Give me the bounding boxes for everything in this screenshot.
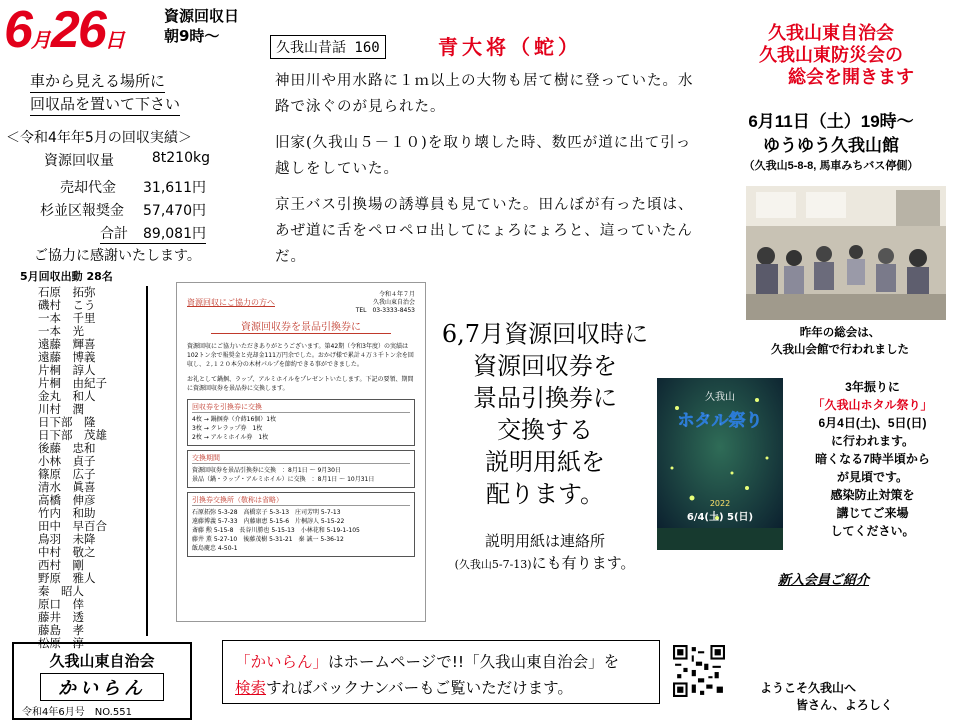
- crew-member: 石原 拓弥: [38, 285, 96, 299]
- kairan-box: [12, 642, 192, 720]
- meeting-photo-caption: 昨年の総会は、 久我山会館で行われました: [771, 325, 909, 356]
- date-day: 26: [50, 1, 105, 59]
- date-month-unit: 月: [30, 30, 51, 52]
- crew-member: 篠原 広子: [38, 467, 96, 481]
- crew-member: 中村 敬之: [38, 545, 96, 559]
- story-paragraph: 旧家(久我山５－１０)を取り壊した時、数匹が道に出て引っ越しをしていた。: [275, 135, 692, 177]
- doc-place-section: 引換券交換所（敬称は省略） 石原拓弥 5-3-28 高橋京子 5-3-13 庄司芳明 5-7-13 遠藤博義 5-7-33 内藤康恵 5-15-6 片桐諄人 5-15-22 斎藤 勲 5-15-8 長谷川勝也 5-15-13 小林花和 5-19-1-105 藤井 薫 5-27-10 後藤茂樹 5-31-21 秦 誠一 5-36-12 飯島慶忠 4-50-1: [187, 492, 415, 557]
- collection-line1: 資源回収日: [164, 7, 240, 25]
- story-label: 久我山昔話 160: [270, 35, 386, 59]
- doc-exchange-section: 回収券を引換券に交換 4枚 → 鍋掴券（介蒔16個）1枚 3枚 → クレラップ券 1枚 2枚 → アルミホイル券 1枚: [187, 399, 415, 446]
- crew-member: 日下部 茂雄: [38, 428, 107, 442]
- exchange-document-image: [176, 282, 426, 622]
- results-title: ＜令和4年年5月の回収実績＞: [6, 130, 192, 146]
- meeting-heading: 久我山東自治会 久我山東防災会の 総会を開きます: [759, 23, 914, 87]
- kairan-name: かいらん: [40, 673, 164, 701]
- crew-member: 竹内 和助: [38, 506, 96, 520]
- qr-code-icon: [673, 645, 725, 697]
- crew-member: 原口 倖: [38, 597, 84, 611]
- meeting-photo: [746, 186, 946, 320]
- date-month: 6: [4, 1, 31, 59]
- crew-member: 田中 早百合: [38, 519, 107, 533]
- crew-member: 高橋 伸彦: [38, 493, 96, 507]
- poster-year: 2022: [709, 499, 731, 508]
- poster-title-small: 久我山: [705, 392, 735, 403]
- crew-member: 藤井 透: [38, 610, 84, 624]
- crew-member: 野原 雅人: [38, 571, 96, 585]
- poster-title: ホタル祭り: [677, 411, 763, 431]
- meeting-venue: ゆうゆう久我山館: [763, 136, 899, 155]
- collection-heading: [164, 6, 239, 46]
- poster-date: 6/4(土) 5(日): [686, 512, 754, 523]
- results-row-total: 合計 89,081円: [100, 223, 206, 244]
- crew-member: 日下部 隆: [38, 415, 96, 429]
- meeting-address: （久我山5-8-8, 馬車みちバス停側）: [743, 160, 919, 172]
- date-day-unit: 日: [104, 30, 125, 52]
- crew-member: 松原 淳: [38, 636, 84, 650]
- collection-line2: 朝9時～: [164, 27, 220, 45]
- crew-member: 一本 千里: [38, 311, 96, 325]
- festival-name: 「久我山ホタル祭り」: [812, 398, 933, 412]
- results-row: 杉並区報奨金 57,470円: [40, 203, 206, 219]
- firefly-festival-poster: [657, 378, 783, 550]
- homepage-notice: 「かいらん」はホームページで!!「久我山東自治会」を 検索すればバックナンバーもご覧いただけます。: [222, 640, 660, 704]
- car-notice-line2: 回収品を置いて下さい: [30, 93, 180, 116]
- crew-member: 金丸 和人: [38, 389, 96, 403]
- results-thanks: ご協力に感謝いたします。: [34, 248, 201, 264]
- crew-member: 藤島 孝: [38, 623, 84, 637]
- doc-period-section: 交換期間 資源回収券を景品引換券に交換 ：8月1日 〜 9月30日 景品（鍋・ラップ・アルミホイル）に交換 ：8月1日 〜 10月31日: [187, 450, 415, 488]
- kairan-issue: 令和4年6月号 NO.551: [22, 707, 132, 718]
- crew-member: 後藤 忠和: [38, 441, 96, 455]
- crew-member: 磯村 こう: [38, 298, 96, 312]
- crew-member: 小林 貞子: [38, 454, 96, 468]
- car-notice-line1: 車から見える場所に: [30, 70, 165, 93]
- crew-member: 一本 光: [38, 324, 84, 338]
- crew-member: 清水 眞喜: [38, 480, 96, 494]
- festival-notice: 3年振りに 「久我山ホタル祭り」 6月4日(土)、5日(日) に行われます。 暗くなる7時半頃から が見頃です。 感染防止対策を 講じてご来場 してください。: [780, 378, 965, 540]
- story-body: [275, 68, 695, 280]
- exchange-notice: 6,7月資源回収時に 資源回収券を 景品引換券に 交換する 説明用紙を 配ります。: [441, 320, 649, 508]
- doc-header: 令和４年７月 久我山東自治会 TEL 03-3333-8453: [355, 291, 415, 314]
- kairan-title: 久我山東自治会: [49, 652, 155, 670]
- meeting-datetime: 6月11日（土）19時～: [748, 112, 914, 131]
- new-member-heading: 新入会員ご紹介: [778, 573, 870, 588]
- crew-member: 西村 剛: [38, 558, 84, 572]
- story-title: 青大将（蛇）: [438, 35, 582, 59]
- collection-date: [4, 0, 125, 60]
- kairan-link: 「かいらん」: [235, 653, 329, 671]
- search-text: 検索: [235, 679, 267, 697]
- results-row: 資源回収量 8t210kg: [44, 150, 210, 169]
- car-notice: [30, 70, 180, 116]
- crew-list: [38, 285, 148, 650]
- exchange-note: 説明用紙は連絡所 (久我山5-7-13)にも有ります。: [454, 532, 636, 572]
- doc-body: 資源回収にご協力いただきありがとうございます。第42期（令和3年度）の実績は102トン余で報奨金と売却金111万円余でした。おかげ様で累計４万３千トン余を回収し、２,１２０本分の木材パルプを節約できる事ができました。: [187, 343, 414, 368]
- doc-title2: 資源回収券を景品引換券に: [211, 318, 391, 334]
- story-paragraph: 神田川や用水路に１ｍ以上の大物も居て樹に登っていた。水路で泳ぐのが見られた。: [275, 73, 694, 115]
- welcome-message: ようこそ久我山へ 皆さん、よろしく: [760, 681, 893, 712]
- doc-title1: 資源回収にご協力の方へ: [187, 298, 275, 307]
- doc-body2: お礼として鍋掴、ラップ、アルミホイルをプレゼントいたします。下記の要領、期間に資源回収券を景品券に交換します。: [187, 376, 414, 392]
- crew-member: 川村 潤: [38, 402, 84, 416]
- crew-member: 鳥羽 未降: [38, 532, 96, 546]
- crew-member: 秦 昭人: [38, 584, 84, 598]
- story-paragraph: 京王バス引換場の誘導員も見ていた。田んぼが有った頃は、あぜ道に舌をペロペロ出してにょろにょろと、這っていたんだ。: [275, 197, 694, 265]
- crew-member: 遠藤 輝喜: [38, 337, 96, 351]
- crew-member: 片桐 諄人: [38, 363, 96, 377]
- results-row: 売却代金 31,611円: [60, 180, 206, 196]
- crew-title: 5月回収出動 28名: [20, 270, 113, 283]
- meeting-details: [700, 110, 962, 174]
- crew-member: 遠藤 博義: [38, 350, 96, 364]
- crew-member: 片桐 由紀子: [38, 376, 107, 390]
